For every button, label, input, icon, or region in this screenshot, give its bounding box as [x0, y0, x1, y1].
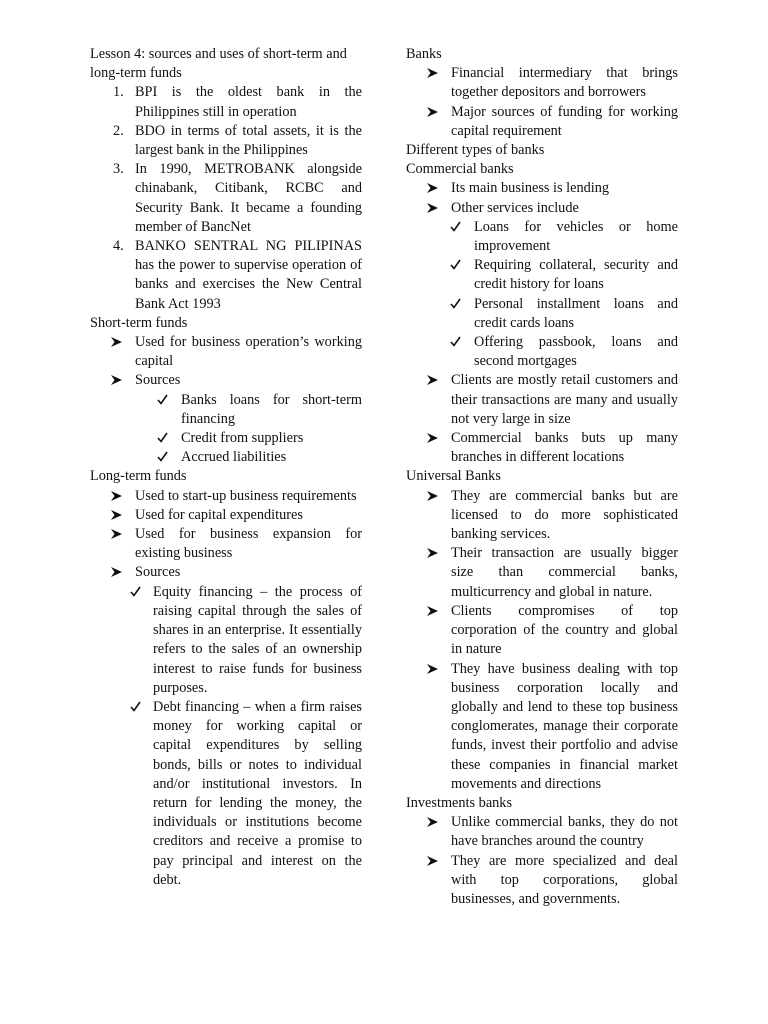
checkmark-icon [157, 391, 168, 405]
item-text: BANKO SENTRAL NG PILIPINAS has the power to supervise operation of banks and exercises the New Central Bank Act 1993 [135, 238, 362, 312]
item-text: Banks loans for short-term financing [181, 391, 362, 427]
bullet-item [406, 179, 678, 198]
numbered-item [90, 122, 362, 160]
arrow-bullet-icon [111, 487, 122, 501]
bullet-item [90, 525, 362, 563]
item-text: Clients compromises of top corporation of the country and global in nature [451, 602, 678, 658]
bullet-item [406, 103, 678, 141]
arrow-bullet-icon [427, 487, 438, 501]
check-item [406, 256, 678, 294]
bank-types-heading: Different types of banks [406, 142, 545, 159]
arrow-bullet-icon [427, 429, 438, 443]
arrow-bullet-icon [427, 64, 438, 78]
arrow-bullet-icon [427, 602, 438, 616]
check-item [90, 698, 362, 890]
arrow-bullet-icon [427, 544, 438, 558]
item-text: Equity financing – the process of raising capital through the sales of shares in an enterprise. It essentially refers to the sales of an ownership interest to raise funds for business purposes. [153, 583, 362, 696]
arrow-bullet-icon [427, 660, 438, 674]
arrow-bullet-icon [427, 852, 438, 866]
check-item [90, 391, 362, 429]
item-text: Loans for vehicles or home improvement [474, 218, 678, 255]
checkmark-icon [130, 583, 141, 597]
item-text: Used for business operation’s working capital [135, 334, 362, 370]
item-text: Used for capital expenditures [135, 506, 303, 523]
item-text: They have business dealing with top business corporation locally and globally and lend to these top business conglomerates, manage their corporate funds, invest their portfolio and advise these companies in financial market movements and directions [451, 660, 678, 792]
numbered-item [90, 160, 362, 237]
checkmark-icon [450, 218, 461, 232]
item-text: Major sources of funding for working capital requirement [451, 103, 678, 139]
item-text: They are more specialized and deal with top corporations, global businesses, and governments. [451, 852, 678, 907]
arrow-bullet-icon [427, 199, 438, 213]
arrow-bullet-icon [427, 813, 438, 827]
arrow-bullet-icon [427, 179, 438, 193]
item-text: Personal installment loans and credit cards loans [474, 295, 678, 331]
arrow-bullet-icon [111, 525, 122, 539]
bullet-item [406, 852, 678, 910]
item-text: Used to start-up business requirements [135, 487, 357, 504]
bullet-item [406, 64, 678, 102]
item-number: 4. [113, 238, 124, 255]
bullet-item [90, 371, 362, 390]
banks-heading: Banks [406, 46, 442, 62]
bullet-item [406, 199, 678, 218]
bullet-item [90, 563, 362, 582]
checkmark-icon [450, 295, 461, 309]
check-item [406, 218, 678, 256]
item-text: Accrued liabilities [181, 449, 287, 466]
item-text: Offering passbook, loans and second mortgages [474, 334, 678, 370]
commercial-banks-heading: Commercial banks [406, 161, 514, 178]
item-text: Used for business expansion for existing business [135, 526, 362, 562]
item-text: Sources [135, 372, 181, 389]
checkmark-icon [157, 448, 168, 462]
check-item [90, 448, 362, 467]
left-column [90, 45, 362, 890]
item-text: BPI is the oldest bank in the Philippines still in operation [135, 84, 362, 120]
arrow-bullet-icon [111, 371, 122, 385]
numbered-item [90, 83, 362, 121]
bullet-item [406, 487, 678, 545]
bullet-item [90, 506, 362, 525]
item-text: In 1990, METROBANK alongside chinabank, Citibank, RCBC and Security Bank. It became a founding member of BancNet [135, 161, 362, 235]
item-text: Debt financing – when a firm raises money for working capital or capital expenditures by selling bonds, bills or notes to individual and/or institutional investors. In return for lending the money, the individuals or institutions become creditors and receive a promise to pay principal and interest on the debt. [153, 698, 362, 888]
item-text: Requiring collateral, security and credit history for loans [474, 257, 678, 293]
numbered-item [90, 237, 362, 314]
item-text: Their transaction are usually bigger size than commercial banks, multicurrency and global in nature. [451, 545, 678, 600]
bullet-item [90, 487, 362, 506]
arrow-bullet-icon [427, 371, 438, 385]
item-text: Commercial banks buts up many branches in different locations [451, 430, 678, 466]
long-term-heading: Long-term funds [90, 468, 187, 485]
check-item [90, 429, 362, 448]
bullet-item [406, 544, 678, 602]
item-number: 3. [113, 161, 124, 178]
checkmark-icon [450, 256, 461, 270]
item-text: Unlike commercial banks, they do not have branches around the country [451, 814, 678, 850]
checkmark-icon [130, 698, 141, 712]
arrow-bullet-icon [111, 506, 122, 520]
item-text: Sources [135, 564, 181, 581]
item-text: They are commercial banks but are licensed to do more sophisticated banking services. [451, 487, 678, 543]
check-item [406, 333, 678, 371]
arrow-bullet-icon [111, 333, 122, 347]
item-text: BDO in terms of total assets, it is the largest bank in the Philippines [135, 122, 362, 159]
investment-banks-heading: Investments banks [406, 794, 513, 811]
check-item [406, 295, 678, 333]
lesson-title: Lesson 4: sources and uses of short-term and long-term funds [90, 46, 347, 82]
arrow-bullet-icon [427, 103, 438, 117]
bullet-item [406, 429, 678, 467]
bullet-item [406, 660, 678, 794]
item-text: Its main business is lending [451, 180, 610, 197]
bullet-item [406, 813, 678, 851]
right-column [406, 45, 678, 909]
checkmark-icon [157, 429, 168, 443]
arrow-bullet-icon [111, 563, 122, 577]
short-term-heading: Short-term funds [90, 314, 188, 331]
item-text: Financial intermediary that brings together depositors and borrowers [451, 65, 678, 101]
item-text: Other services include [451, 199, 579, 216]
checkmark-icon [450, 333, 461, 347]
bullet-item [406, 371, 678, 429]
universal-banks-heading: Universal Banks [406, 468, 501, 485]
item-number: 2. [113, 122, 124, 139]
bullet-item [406, 602, 678, 660]
item-number: 1. [113, 84, 124, 101]
item-text: Clients are mostly retail customers and their transactions are many and usually not very large in size [451, 372, 678, 427]
item-text: Credit from suppliers [181, 430, 304, 447]
bullet-item [90, 333, 362, 371]
check-item [90, 583, 362, 698]
